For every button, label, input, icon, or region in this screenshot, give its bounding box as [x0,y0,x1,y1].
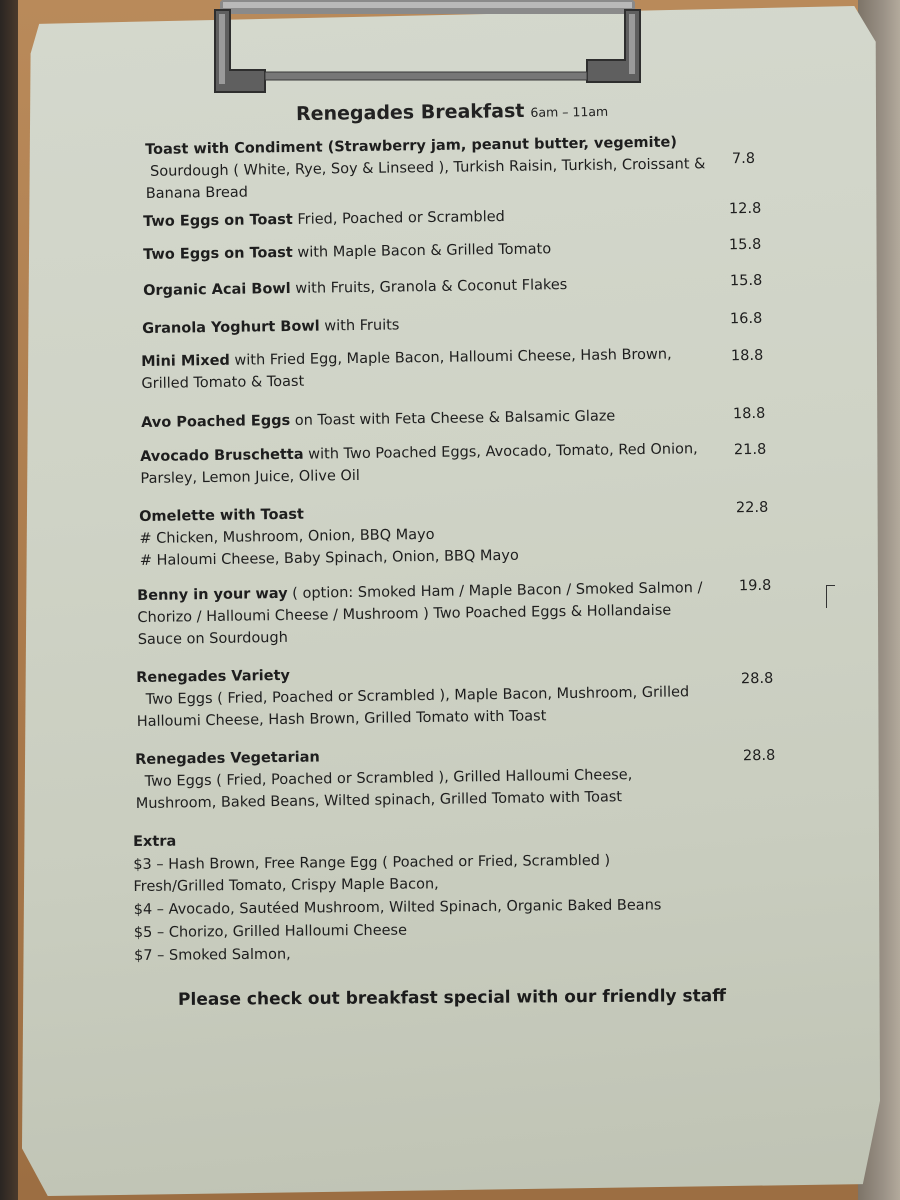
menu-title-text: Renegades Breakfast [295,99,525,126]
menu-item [136,659,690,733]
item-price: 18.8 [730,347,764,365]
item-name: Renegades Variety [136,667,291,686]
item-price: 16.8 [729,310,763,328]
item-name: Omelette with Toast [139,506,305,525]
extras-line: $5 – Chorizo, Grilled Halloumi Cheese [133,922,408,941]
item-name: Toast with Condiment (Strawberry jam, peanut butter, vegemite) [145,134,678,158]
item-desc: ( option: Smoked Ham / Maple Bacon / Smoked Salmon / [287,580,703,602]
item-price: 15.8 [729,272,763,290]
item-desc: with Fried Egg, Maple Bacon, Halloumi Cheese, Hash Brown, [229,346,672,369]
item-name: Granola Yoghurt Bowl [142,318,320,337]
extras-line: $7 – Smoked Salmon, [134,946,291,964]
menu-item [143,238,551,266]
item-price: 15.8 [728,236,762,254]
menu-hours: 6am – 11am [530,103,609,120]
item-name: Organic Acai Bowl [143,280,291,299]
menu-item [137,577,703,651]
item-desc: # Haloumi Cheese, Baby Spinach, Onion, BBQ Mayo [139,547,519,569]
menu-item [143,206,505,233]
item-desc: Sauce on Sourdough [137,629,288,648]
item-desc: with Fruits [319,317,400,335]
item-price: 12.8 [728,200,762,218]
menu-item [139,501,519,572]
menu-title [296,99,608,125]
item-desc: Two Eggs ( Fried, Poached or Scrambled ), Grilled Halloumi Cheese, [135,767,633,790]
item-desc: Parsley, Lemon Juice, Olive Oil [140,467,361,487]
item-desc: Grilled Tomato & Toast [141,373,305,392]
item-desc: with Maple Bacon & Grilled Tomato [292,241,552,261]
item-desc: Banana Bread [145,184,249,202]
item-name: Renegades Vegetarian [135,749,320,768]
menu-item [140,438,698,490]
item-desc: Sourdough ( White, Rye, Soy & Linseed ), Turkish Raisin, Turkish, Croissant & [149,156,706,180]
item-desc: Fried, Poached or Scrambled [292,208,505,228]
footer-note: Please check out breakfast special with our friendly staff [177,986,727,1010]
item-desc: Chorizo / Halloumi Cheese / Mushroom ) Two Poached Eggs & Hollandaise [137,602,672,626]
item-name: Avocado Bruschetta [140,446,304,465]
item-desc: Halloumi Cheese, Hash Brown, Grilled Tomato with Toast [136,708,547,730]
item-desc: Mushroom, Baked Beans, Wilted spinach, Grilled Tomato with Toast [135,789,623,812]
extras-section [133,826,662,967]
extras-line: $4 – Avocado, Sautéed Mushroom, Wilted Spinach, Organic Baked Beans [133,897,662,919]
item-price: 7.8 [731,150,756,168]
item-desc: with Two Poached Eggs, Avocado, Tomato, Red Onion, [303,441,698,463]
item-desc: with Fruits, Granola & Coconut Flakes [290,277,568,297]
menu-item [142,314,400,340]
extras-line: $3 – Hash Brown, Free Range Egg ( Poached or Fried, Scrambled ) [133,852,611,873]
item-price: 18.8 [732,405,766,423]
extras-line: Fresh/Grilled Tomato, Crispy Maple Bacon, [133,876,439,896]
item-price: 28.8 [742,747,776,765]
item-price: 19.8 [738,577,772,595]
item-desc: Two Eggs ( Fried, Poached or Scrambled ), Maple Bacon, Mushroom, Grilled [136,684,690,708]
item-name: Avo Poached Eggs [141,412,291,431]
menu-item [141,344,672,395]
item-price: 21.8 [733,441,767,459]
extras-heading: Extra [133,833,177,850]
menu-item [135,742,633,815]
item-name: Two Eggs on Toast [143,211,293,230]
item-name: Mini Mixed [141,352,230,370]
item-desc: on Toast with Feta Cheese & Balsamic Glaze [290,408,616,429]
item-price: 22.8 [735,499,769,517]
item-name: Two Eggs on Toast [143,244,293,263]
menu-item [141,405,615,434]
menu-item [145,131,706,205]
item-name: Benny in your way [137,585,288,604]
menu-item [143,274,567,302]
item-desc: # Chicken, Mushroom, Onion, BBQ Mayo [139,526,435,547]
pen-mark [826,585,835,608]
item-price: 28.8 [740,670,774,688]
